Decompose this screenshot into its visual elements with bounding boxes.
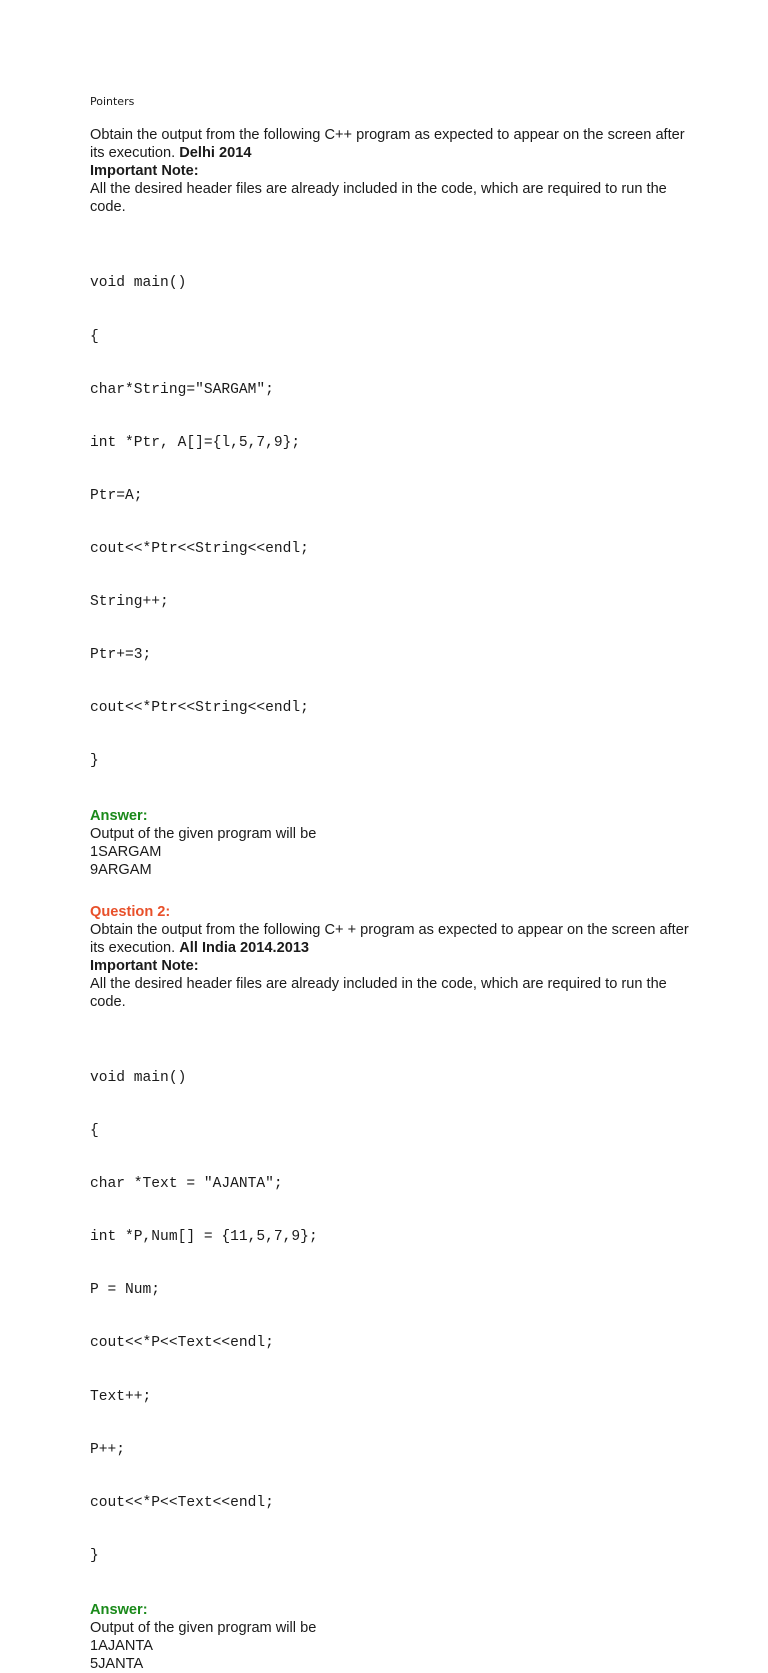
question-1-answer-line: 9ARGAM [90,861,690,879]
code-line: { [90,1123,690,1141]
question-1-answer-intro: Output of the given program will be [90,825,690,843]
question-1-code-block [90,240,690,807]
code-line: Ptr+=3; [90,647,690,665]
question-1-intro-text: Obtain the output from the following C++ program as expected to appear on the screen after its execution. [90,127,685,161]
question-2-note-text: All the desired header files are already included in the code, which are required to run the code. [90,975,690,1011]
code-line: Text++; [90,1389,690,1407]
question-1-note-text: All the desired header files are already included in the code, which are required to run the code. [90,180,690,216]
question-2-section [90,903,690,1673]
question-2-label: Question 2: [90,903,690,921]
code-line: String++; [90,594,690,612]
code-line: void main() [90,275,690,293]
code-line: cout<<*Ptr<<String<<endl; [90,700,690,718]
question-1-note-label: Important Note: [90,162,690,180]
question-2-answer-label: Answer: [90,1601,690,1619]
question-2-code-block [90,1035,690,1602]
code-line: void main() [90,1070,690,1088]
question-2-answer-line: 5JANTA [90,1655,690,1673]
code-line: P = Num; [90,1282,690,1300]
code-line: Ptr=A; [90,488,690,506]
code-line: } [90,1548,690,1566]
question-2-answer-intro: Output of the given program will be [90,1619,690,1637]
code-line: char *Text = "AJANTA"; [90,1176,690,1194]
question-2-answer-line: 1AJANTA [90,1637,690,1655]
code-line: cout<<*P<<Text<<endl; [90,1335,690,1353]
question-2-intro [90,921,690,957]
question-2-intro-text: Obtain the output from the following C+ + program as expected to appear on the screen after its execution. [90,922,689,956]
question-1-source: Delhi 2014 [179,145,251,161]
code-line: } [90,753,690,771]
question-1-answer-label: Answer: [90,807,690,825]
code-line: int *P,Num[] = {11,5,7,9}; [90,1229,690,1247]
code-line: int *Ptr, A[]={l,5,7,9}; [90,435,690,453]
code-line: char*String="SARGAM"; [90,382,690,400]
code-line: P++; [90,1442,690,1460]
page-header-title: Pointers [90,94,690,110]
document-page [90,94,690,1673]
question-1-section [90,126,690,879]
question-2-note-label: Important Note: [90,957,690,975]
question-1-answer-line: 1SARGAM [90,843,690,861]
code-line: { [90,329,690,347]
code-line: cout<<*P<<Text<<endl; [90,1495,690,1513]
question-2-source: All India 2014.2013 [179,940,309,956]
code-line: cout<<*Ptr<<String<<endl; [90,541,690,559]
question-1-intro [90,126,690,162]
